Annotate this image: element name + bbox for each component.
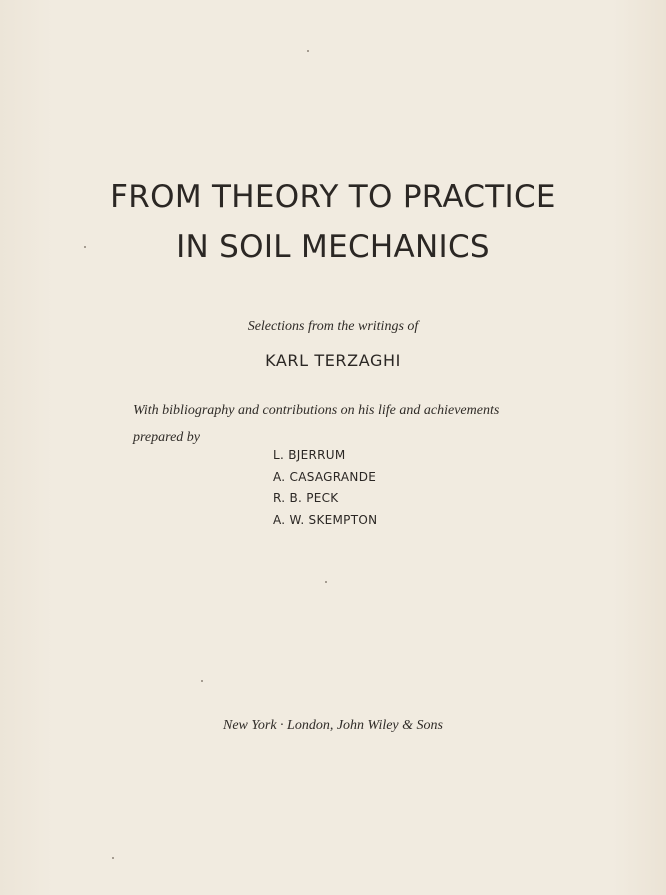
paper-speck — [201, 680, 203, 682]
editor-name: R. B. PECK — [273, 491, 339, 505]
author-name: KARL TERZAGHI — [265, 351, 401, 370]
editor-list — [273, 448, 377, 534]
paper-speck — [307, 50, 309, 52]
editor-name: A. CASAGRANDE — [273, 469, 377, 484]
prepared-by-label: prepared by — [133, 430, 200, 445]
book-title-line-1: FROM THEORY TO PRACTICE — [110, 179, 556, 215]
paper-speck — [325, 581, 327, 583]
book-title-line-2: IN SOIL MECHANICS — [176, 229, 490, 265]
editor-name: A. W. SKEMPTON — [273, 512, 378, 527]
publisher-imprint: New York · London, John Wiley & Sons — [223, 718, 443, 733]
subtitle: Selections from the writings of — [247, 319, 419, 334]
paper-speck — [84, 246, 86, 248]
contributions-note: With bibliography and contributions on his life and achievements — [133, 403, 500, 418]
paper-speck — [112, 857, 114, 859]
editor-name: L. BJERRUM — [273, 448, 346, 462]
